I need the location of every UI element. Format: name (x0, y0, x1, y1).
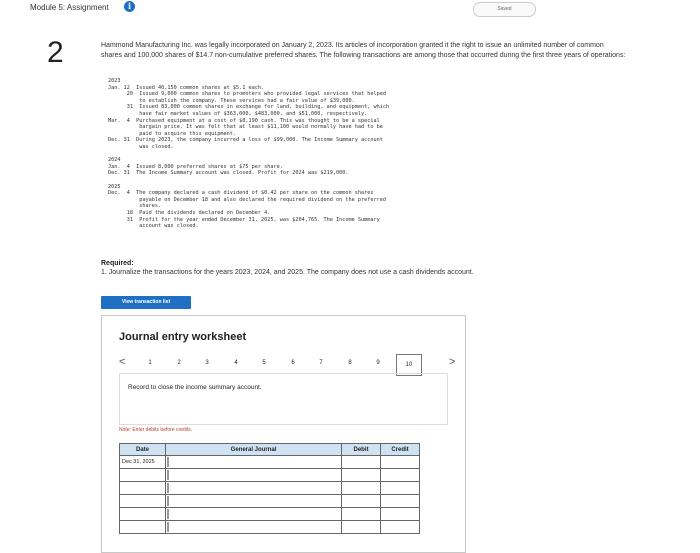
date-cell (120, 521, 166, 534)
transaction-line: Jan. 4 Issued 8,000 preferred shares at $75 per share. (108, 163, 283, 170)
page-item-6[interactable]: 6 (291, 360, 295, 366)
entry-instruction-box (119, 373, 448, 425)
page-item-10-active[interactable]: 10 (396, 354, 422, 376)
col-date: Date (120, 444, 166, 456)
view-transaction-list-button[interactable]: View transaction list (101, 296, 191, 309)
table-row (120, 469, 420, 482)
saved-status-button[interactable]: Saved (473, 2, 536, 17)
page-item-8[interactable]: 8 (348, 360, 352, 366)
credit-input[interactable] (381, 469, 420, 482)
required-text: 1. Journalize the transactions for the years 2023, 2024, and 2025. The company does not use a cash dividends account. (101, 269, 474, 276)
transaction-line: to establish the company. These services had a fair value of $39,000. (108, 97, 355, 104)
transaction-line: 2025 (108, 183, 121, 190)
debit-input[interactable] (342, 469, 381, 482)
credit-input[interactable] (381, 482, 420, 495)
page-item-3[interactable]: 3 (205, 360, 209, 366)
debit-input[interactable] (342, 508, 381, 521)
col-debit: Debit (342, 444, 381, 456)
top-bar (0, 0, 700, 18)
page-item-7[interactable]: 7 (319, 360, 323, 366)
page-item-1[interactable]: 1 (148, 360, 152, 366)
debit-input[interactable] (342, 521, 381, 534)
transaction-line: was closed. (108, 144, 174, 150)
next-arrow-icon[interactable]: > (449, 356, 456, 368)
date-cell (120, 508, 166, 521)
transaction-line: 31 Profit for the year ended December 31, 2025, was $204,765. The Income Summary (108, 216, 380, 223)
col-general-journal: General Journal (166, 444, 342, 456)
module-title: Module 5: Assignment (30, 3, 109, 12)
debits-note: Note: Enter debits before credits. (119, 427, 193, 433)
transaction-line: bargain price. It was felt that at least $11,100 would normally have had to be (108, 124, 383, 131)
transaction-line: Jan. 12 Issued 40,150 common shares at $5.1 each. (108, 84, 265, 91)
debit-input[interactable] (342, 482, 381, 495)
account-input[interactable] (166, 469, 342, 482)
table-row (120, 495, 420, 508)
worksheet-title: Journal entry worksheet (119, 331, 247, 343)
transaction-line: paid to acquire this equipment. (108, 130, 237, 137)
table-row (120, 482, 420, 495)
table-row (120, 508, 420, 521)
transaction-line: shares. (108, 203, 162, 210)
question-prompt: Hammond Manufacturing Inc. was legally incorporated on January 2, 2023. Its articles of incorporation granted it the right to issue an unlimited number of common shares and 100,000 shares of $14.7 non-cumulative preferred shares. The following transactions are among those that occurred during the first three years of operations: (101, 42, 626, 59)
transaction-line: 20 Issued 9,000 common shares to promoters who provided legal services that helped (108, 91, 386, 98)
info-icon[interactable]: i (124, 1, 135, 12)
transaction-line: 2023 (108, 78, 121, 84)
required-heading: Required: (101, 260, 134, 267)
credit-input[interactable] (381, 456, 420, 469)
debit-input[interactable] (342, 495, 381, 508)
table-row (120, 456, 420, 469)
account-input[interactable] (166, 521, 342, 534)
transaction-line: Dec. 31 During 2023, the company incurred a loss of $99,000. The Income Summary account (108, 137, 383, 144)
prev-arrow-icon[interactable]: < (119, 356, 126, 368)
account-input[interactable] (166, 456, 342, 469)
page-item-4[interactable]: 4 (234, 360, 238, 366)
transaction-line: Dec. 4 The company declared a cash dividend of $0.42 per share on the common shares (108, 190, 374, 197)
entry-instruction: Record to close the income summary account. (128, 384, 262, 391)
page-item-5[interactable]: 5 (262, 360, 266, 366)
date-cell (120, 469, 166, 482)
transaction-line: account was closed. (108, 223, 199, 230)
credit-input[interactable] (381, 521, 420, 534)
question-number: 2 (47, 36, 64, 69)
credit-input[interactable] (381, 508, 420, 521)
account-input[interactable] (166, 482, 342, 495)
account-input[interactable] (166, 495, 342, 508)
credit-input[interactable] (381, 495, 420, 508)
journal-entry-worksheet (101, 315, 466, 553)
transaction-line: 18 Paid the dividends declared on December 4. (108, 210, 271, 216)
page-item-9[interactable]: 9 (376, 360, 380, 366)
journal-table (119, 443, 420, 534)
transaction-line: Mar. 4 Purchased equipment at a cost of $8,190 cash. This was thought to be a special (108, 117, 380, 124)
date-cell (120, 482, 166, 495)
transaction-line: Dec. 31 The Income Summary account was closed. Profit for 2024 was $219,000. (108, 170, 349, 177)
transaction-line: 2024 (108, 157, 121, 164)
transaction-line: have fair market values of $363,000, $483,000, and $51,000, respectively. (108, 111, 368, 117)
col-credit: Credit (381, 444, 420, 456)
journal-header-row (120, 444, 420, 456)
date-cell (120, 495, 166, 508)
table-row (120, 521, 420, 534)
transaction-line: 31 Issued 83,000 common shares in exchange for land, building, and equipment, which (108, 104, 390, 111)
date-select[interactable]: Dec 31, 2025 (120, 456, 166, 469)
debit-input[interactable] (342, 456, 381, 469)
account-input[interactable] (166, 508, 342, 521)
transaction-line: payable on December 18 and also declared the required dividend on the preferred (108, 196, 386, 203)
page-item-2[interactable]: 2 (177, 360, 181, 366)
